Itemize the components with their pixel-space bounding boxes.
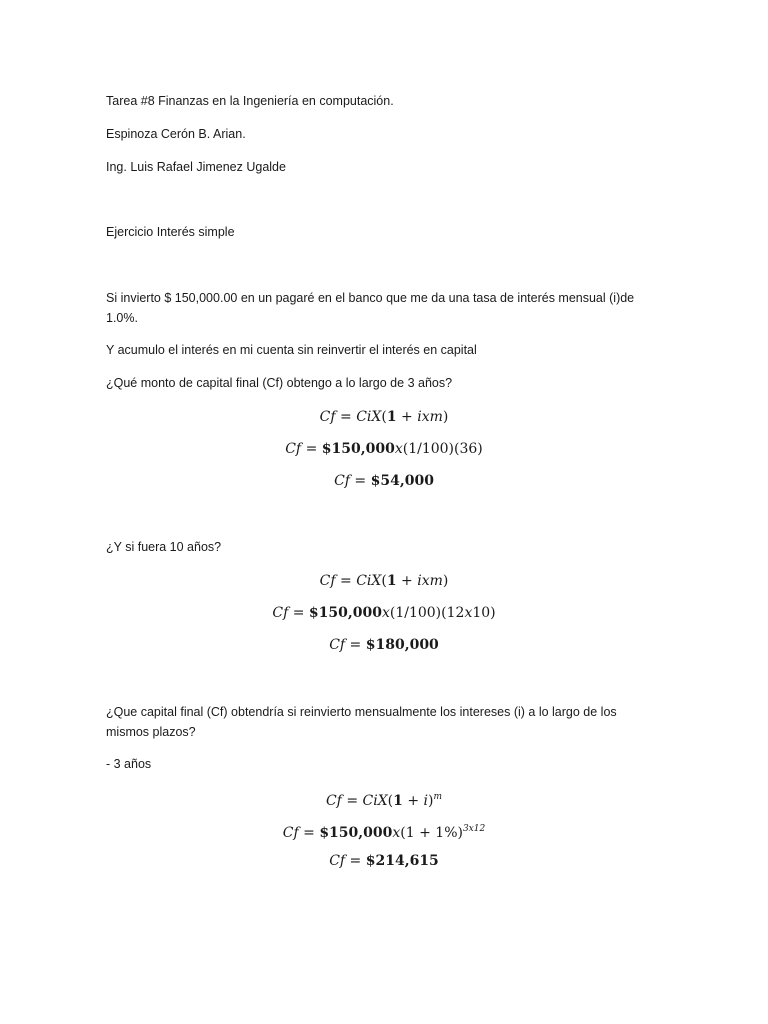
exponent-value: 3x12 — [462, 824, 486, 834]
question-10-years: ¿Y si fuera 10 años? — [106, 540, 222, 554]
problem-intro: Si invierto $ 150,000.00 en un pagaré en el banco que me da una tasa de interés mensual (i)de 1.0%. — [106, 291, 635, 325]
period-part-b: 10) — [472, 605, 496, 621]
problem-accumulate: Y acumulo el interés en mi cuenta sin reinvertir el interés en capital — [106, 343, 477, 357]
base-value: (1 + 1%) — [400, 825, 463, 841]
result-compound-3-years: Cf = $214,615 — [329, 853, 439, 869]
rate-value: (1/100) — [402, 441, 455, 457]
student-name: Espinoza Cerón B. Arian. — [106, 127, 246, 141]
formula-simple-interest-10: Cf = CiX(1 + ixm) — [319, 573, 449, 589]
period-value: (36) — [454, 441, 483, 457]
result-value: $54,000 — [370, 473, 434, 489]
substitution-3-years: Cf = $150,000x(1/100)(36) — [285, 441, 483, 457]
substitution-10-years: Cf = $150,000x(1/100)(12x10) — [272, 605, 496, 621]
amount-value: $150,000 — [321, 441, 395, 457]
result-value: $180,000 — [365, 637, 439, 653]
result-3-years: Cf = $54,000 — [334, 473, 434, 489]
question-compound: ¿Que capital final (Cf) obtendría si reinvierto mensualmente los intereses (i) a lo largo de los mismos plazos? — [106, 705, 617, 739]
amount-value: $150,000 — [319, 825, 393, 841]
section-title: Ejercicio Interés simple — [106, 225, 235, 239]
period-part-a: (12 — [441, 605, 465, 621]
result-10-years: Cf = $180,000 — [329, 637, 439, 653]
assignment-title: Tarea #8 Finanzas en la Ingeniería en computación. — [106, 94, 394, 108]
question-3-years: ¿Qué monto de capital final (Cf) obtengo a lo largo de 3 años? — [106, 376, 453, 390]
label-3-years: - 3 años — [106, 757, 152, 771]
substitution-compound-3-years: Cf = $150,000x(1 + 1%)$^{3x12}$ — [282, 824, 486, 841]
formula-compound-interest: $Cf = CiX(1 + i)^m$ — [325, 792, 443, 809]
amount-value: $150,000 — [308, 605, 382, 621]
teacher-name: Ing. Luis Rafael Jimenez Ugalde — [106, 160, 286, 174]
rate-value: (1/100) — [389, 605, 442, 621]
formula-simple-interest: Cf = CiX(1 + ixm) — [319, 409, 449, 425]
result-value: $214,615 — [365, 853, 439, 869]
